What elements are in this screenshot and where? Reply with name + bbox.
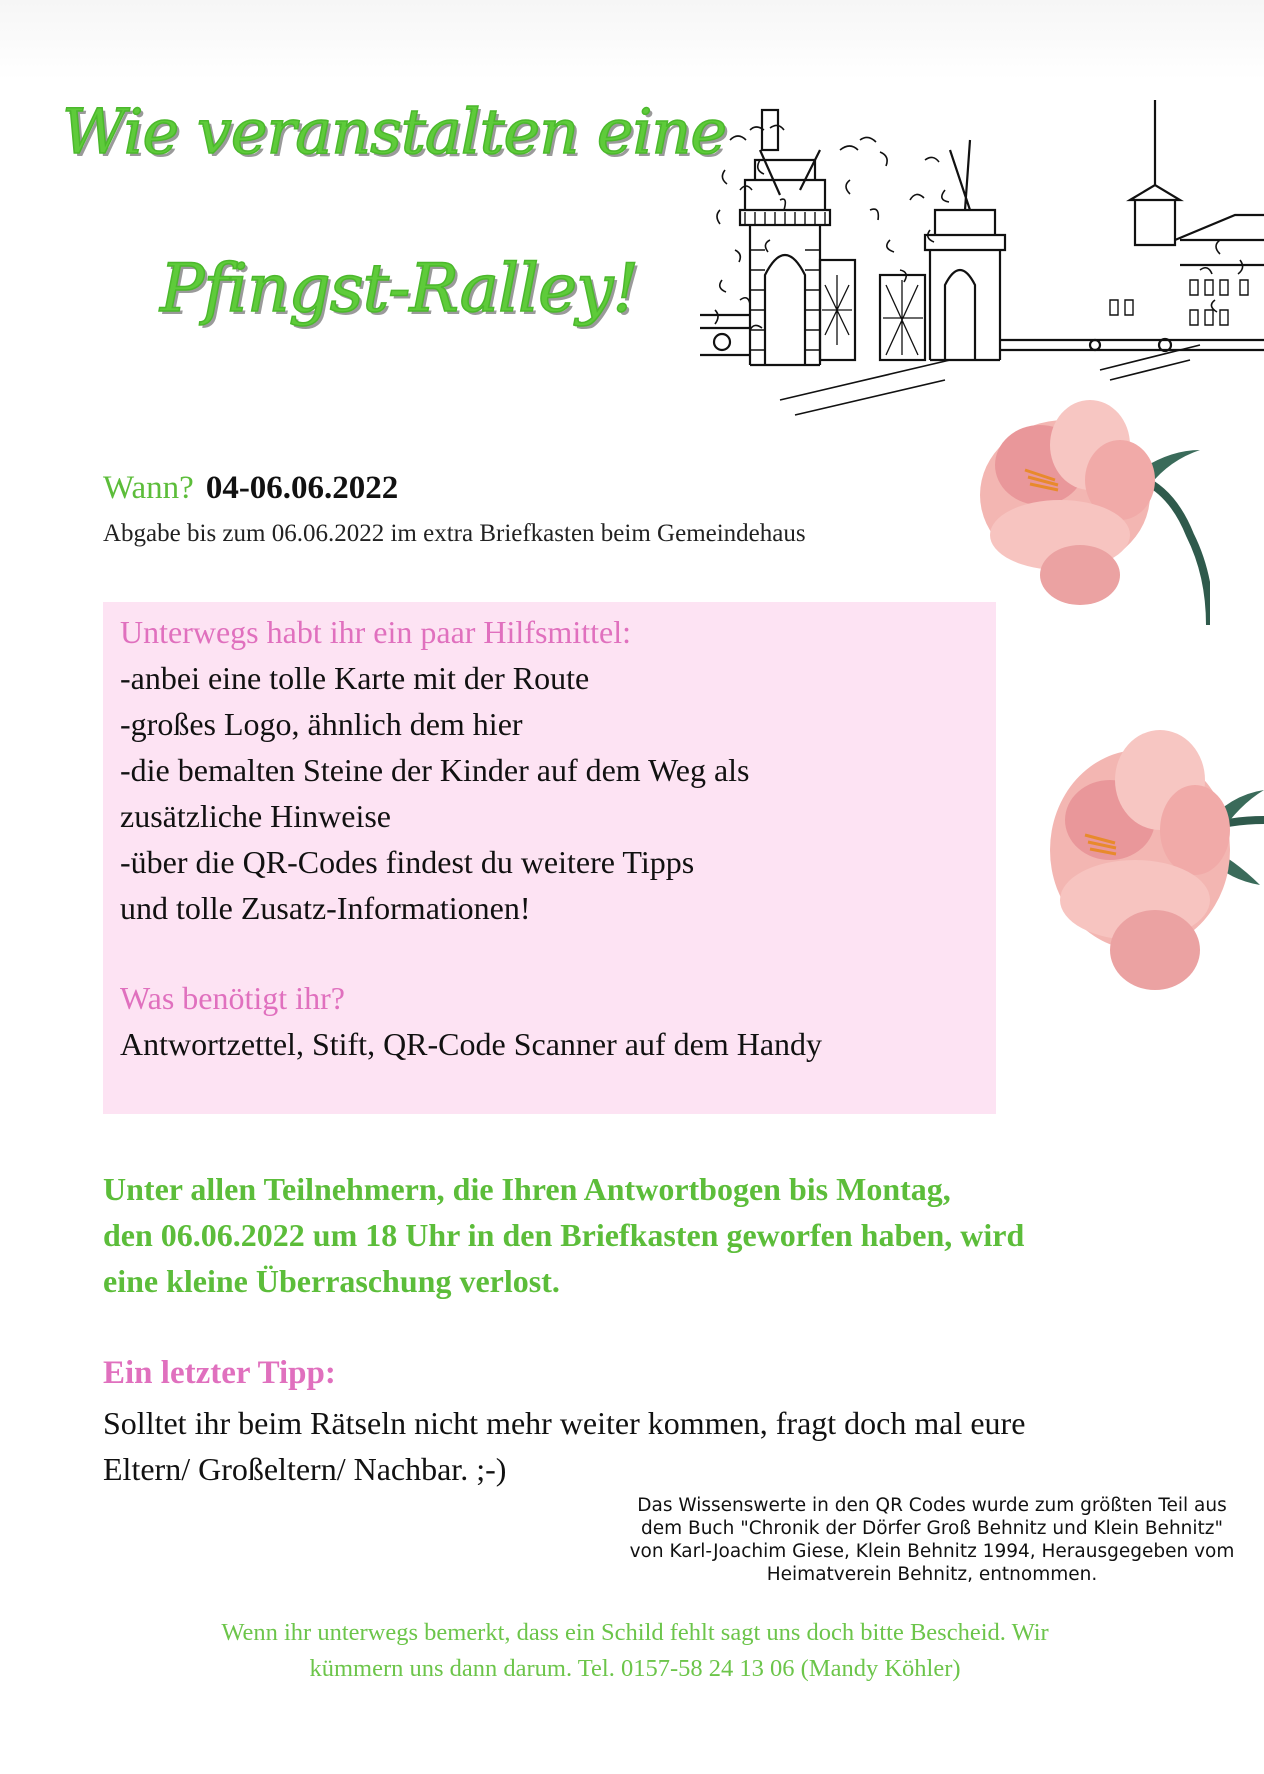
aids-line: zusätzliche Hinweise	[120, 798, 391, 834]
aids-box	[103, 602, 996, 1114]
peony-flower-icon	[1030, 710, 1264, 1000]
aids-line: -anbei eine tolle Karte mit der Route	[120, 660, 590, 696]
top-fade	[0, 0, 1264, 80]
footer-line: kümmern uns dann darum. Tel. 0157-58 24 13 06 (Mandy Köhler)	[309, 1655, 961, 1682]
footer-contact	[140, 1615, 1130, 1687]
source-line: Heimatverein Behnitz, entnommen.	[766, 1564, 1098, 1585]
aids-heading: Unterwegs habt ihr ein paar Hilfsmittel:	[120, 614, 631, 650]
aids-line: -über die QR-Codes findest du weitere Tipps	[120, 844, 695, 880]
aids-line: und tolle Zusatz-Informationen!	[120, 890, 531, 926]
aids-line: -die bemalten Steine der Kinder auf dem Weg als	[120, 752, 750, 788]
peony-flower-icon	[970, 385, 1210, 625]
source-line: dem Buch "Chronik der Dörfer Groß Behnitz und Klein Behnitz"	[640, 1518, 1224, 1539]
aids-line: -großes Logo, ähnlich dem hier	[120, 706, 523, 742]
when-label: Wann?	[103, 470, 194, 506]
tip-heading: Ein letzter Tipp:	[103, 1355, 336, 1391]
source-line: von Karl-Joachim Giese, Klein Behnitz 1994, Herausgegeben vom	[629, 1541, 1235, 1562]
tip-text	[103, 1400, 1143, 1492]
when-line	[103, 470, 398, 507]
raffle-text	[103, 1166, 1163, 1304]
needs-text: Antwortzettel, Stift, QR-Code Scanner auf dem Handy	[120, 1026, 823, 1062]
title-line-1: Wie veranstalten eine	[62, 95, 727, 168]
raffle-line: Unter allen Teilnehmern, die Ihren Antwortbogen bis Montag,	[103, 1171, 951, 1207]
deadline-text: Abgabe bis zum 06.06.2022 im extra Briefkasten beim Gemeindehaus	[103, 520, 806, 547]
raffle-line: eine kleine Überraschung verlost.	[103, 1263, 560, 1299]
needs-heading: Was benötigt ihr?	[120, 980, 345, 1016]
when-date: 04-06.06.2022	[205, 470, 399, 506]
source-note	[600, 1494, 1264, 1586]
raffle-line: den 06.06.2022 um 18 Uhr in den Briefkasten geworfen haben, wird	[103, 1217, 1025, 1253]
footer-line: Wenn ihr unterwegs bemerkt, dass ein Schild fehlt sagt uns doch bitte Bescheid. Wir	[221, 1619, 1049, 1646]
source-line: Das Wissenswerte in den QR Codes wurde zum größten Teil aus	[637, 1495, 1227, 1516]
tip-line: Solltet ihr beim Rätseln nicht mehr weiter kommen, fragt doch mal eure	[103, 1405, 1026, 1441]
tip-line: Eltern/ Großeltern/ Nachbar. ;-)	[103, 1451, 507, 1487]
title-line-2: Pfingst-Ralley!	[160, 250, 639, 327]
